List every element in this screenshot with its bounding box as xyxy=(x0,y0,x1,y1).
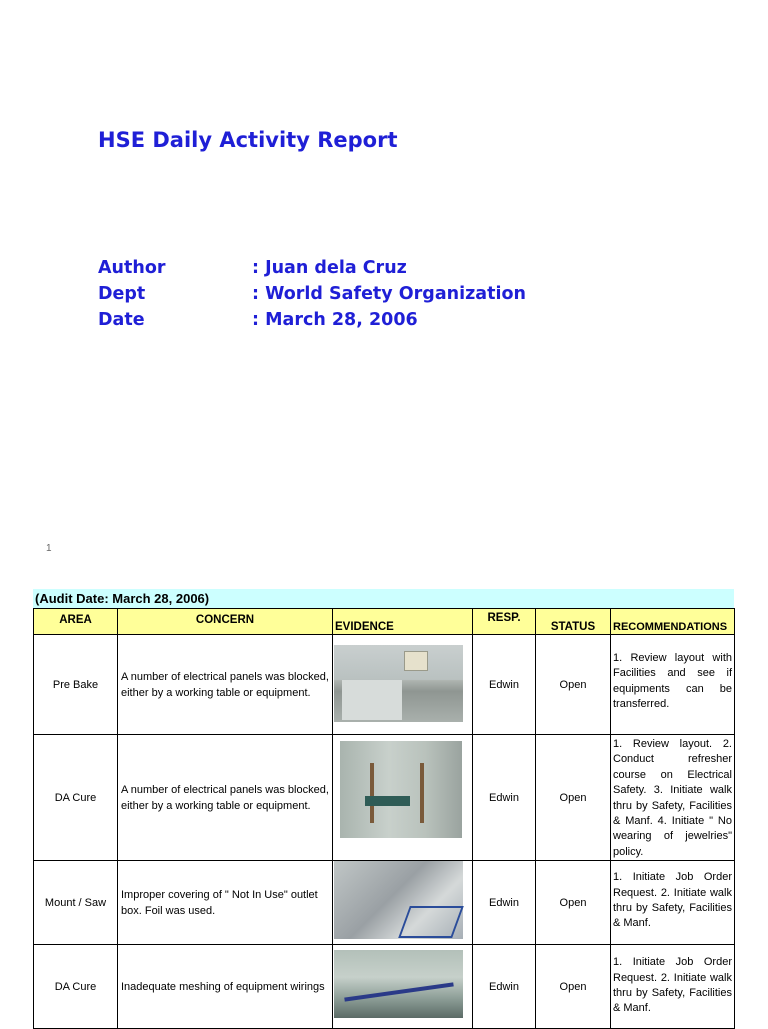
author-value: : Juan dela Cruz xyxy=(252,258,407,278)
cell-evidence xyxy=(333,861,473,945)
author-label: Author xyxy=(98,258,166,278)
evidence-photo xyxy=(340,741,462,838)
cell-concern: A number of electrical panels was blocked, either by a working table or equipment. xyxy=(118,635,333,735)
cell-evidence xyxy=(333,735,473,861)
cell-status: Open xyxy=(536,861,611,945)
cell-concern: Improper covering of " Not In Use" outlet box. Foil was used. xyxy=(118,861,333,945)
page-number: 1 xyxy=(46,543,52,554)
cell-recommendations: 1. Review layout. 2. Conduct refresher course on Electrical Safety. 3. Initiate walk thru by Safety, Facilities & Manf. 4. Initiate " No wearing of jewelries" policy. xyxy=(611,735,735,861)
table-row xyxy=(34,635,735,735)
table-row xyxy=(34,945,735,1029)
cell-area: DA Cure xyxy=(34,945,118,1029)
table-header-row xyxy=(34,609,735,635)
date-row xyxy=(98,310,418,330)
table-row xyxy=(34,861,735,945)
cell-status: Open xyxy=(536,945,611,1029)
cell-concern: A number of electrical panels was blocked, either by a working table or equipment. xyxy=(118,735,333,861)
evidence-photo xyxy=(334,861,463,939)
cell-status: Open xyxy=(536,635,611,735)
evidence-photo xyxy=(334,645,463,722)
dept-value: : World Safety Organization xyxy=(252,284,526,304)
audit-date-bar: (Audit Date: March 28, 2006) xyxy=(33,589,734,608)
cell-recommendations: 1. Initiate Job Order Request. 2. Initiate walk thru by Safety, Facilities & Manf. xyxy=(611,945,735,1029)
cell-area: DA Cure xyxy=(34,735,118,861)
cell-resp: Edwin xyxy=(473,635,536,735)
header-status: STATUS xyxy=(536,609,611,635)
report-title: HSE Daily Activity Report xyxy=(98,128,398,152)
cell-recommendations: 1. Review layout with Facilities and see if equipments can be transferred. xyxy=(611,635,735,735)
cell-concern: Inadequate meshing of equipment wirings xyxy=(118,945,333,1029)
header-concern: CONCERN xyxy=(118,609,333,635)
cell-resp: Edwin xyxy=(473,945,536,1029)
date-value: : March 28, 2006 xyxy=(252,310,418,330)
header-evidence: EVIDENCE xyxy=(333,609,473,635)
header-resp: RESP. xyxy=(473,609,536,635)
cell-resp: Edwin xyxy=(473,735,536,861)
dept-row xyxy=(98,284,526,304)
dept-label: Dept xyxy=(98,284,146,304)
cell-recommendations: 1. Initiate Job Order Request. 2. Initiate walk thru by Safety, Facilities & Manf. xyxy=(611,861,735,945)
evidence-photo xyxy=(334,950,463,1018)
header-recommendations: RECOMMENDATIONS xyxy=(611,609,735,635)
cell-area: Pre Bake xyxy=(34,635,118,735)
author-row xyxy=(98,258,407,278)
date-label: Date xyxy=(98,310,145,330)
audit-table xyxy=(33,608,735,1029)
cell-area: Mount / Saw xyxy=(34,861,118,945)
cell-resp: Edwin xyxy=(473,861,536,945)
table-row xyxy=(34,735,735,861)
header-area: AREA xyxy=(34,609,118,635)
cell-status: Open xyxy=(536,735,611,861)
cell-evidence xyxy=(333,635,473,735)
cell-evidence xyxy=(333,945,473,1029)
